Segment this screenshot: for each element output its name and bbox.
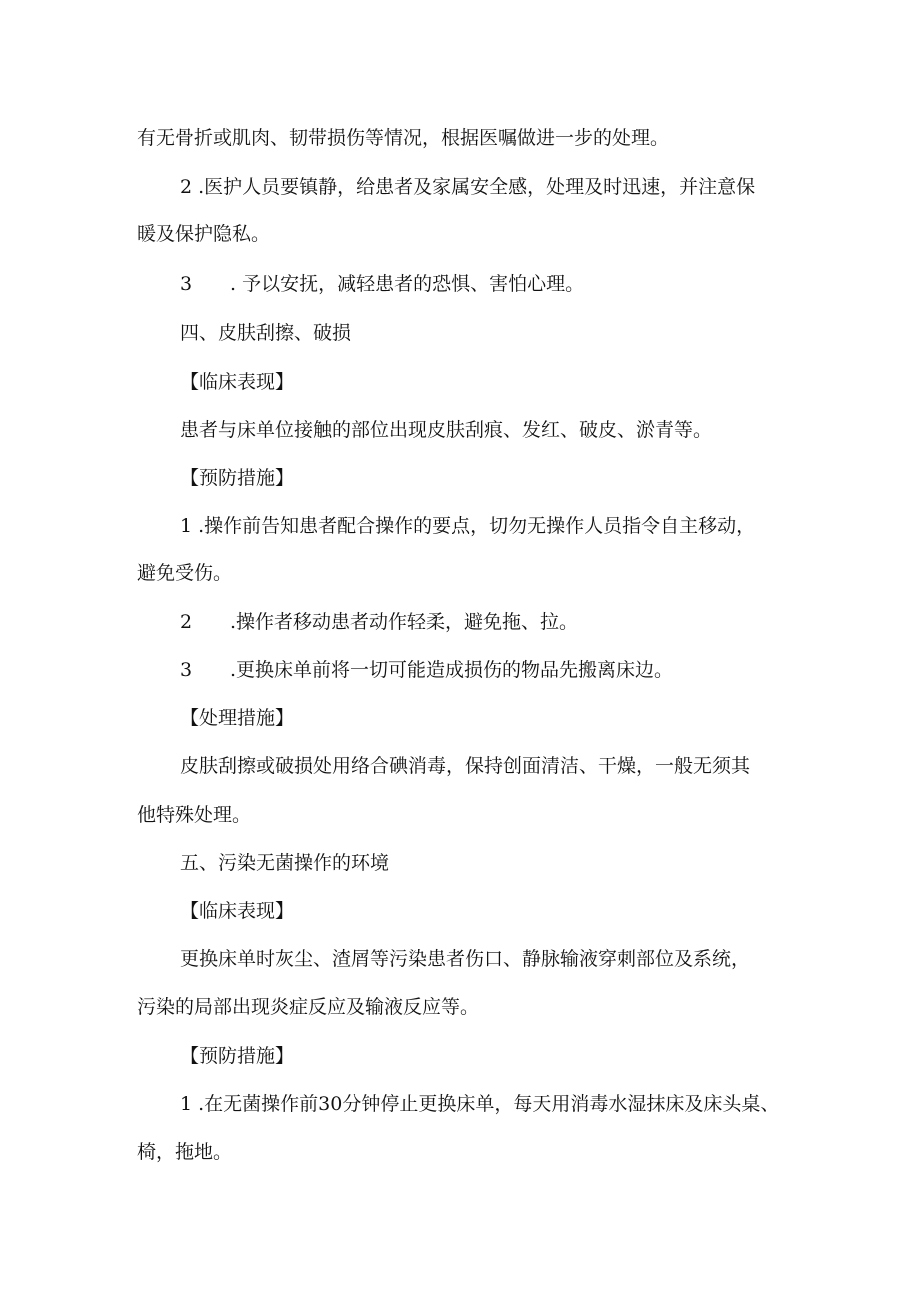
list-item-1-line-1: 1 .在无菌操作前30分钟停止更换床单，每天用消毒水湿抹床及床头桌、 (180, 1093, 780, 1115)
section-heading-5: 五、污染无菌操作的环境 (180, 852, 390, 874)
list-item-2-text: .操作者移动患者动作轻柔，避免拖、拉。 (230, 611, 579, 633)
body-text-line: 他特殊处理。 (137, 804, 252, 826)
subheading-clinical-manifestation: 【临床表现】 (180, 371, 295, 393)
section-heading-4: 四、皮肤刮擦、破损 (180, 322, 352, 344)
body-text-line: 更换床单时灰尘、渣屑等污染患者伤口、静脉输液穿刺部位及系统， (180, 948, 751, 970)
body-text-line: 有无骨折或肌肉、韧带损伤等情况，根据医嘱做进一步的处理。 (137, 127, 670, 149)
subheading-prevention: 【预防措施】 (180, 1045, 295, 1067)
list-item-2-line-1: 2 .医护人员要镇静，给患者及家属安全感，处理及时迅速，并注意保 (180, 176, 756, 198)
subheading-treatment: 【处理措施】 (180, 707, 295, 729)
list-item-1-line-1: 1 .操作前告知患者配合操作的要点，切勿无操作人员指令自主移动， (180, 515, 756, 537)
body-text-line: 患者与床单位接触的部位出现皮肤刮痕、发红、破皮、淤青等。 (180, 419, 713, 441)
list-item-1-line-2: 椅，拖地。 (137, 1141, 233, 1163)
list-item-3-number: 3 (180, 659, 193, 681)
subheading-clinical-manifestation: 【临床表现】 (180, 900, 295, 922)
list-item-3-text: . 予以安抚，减轻患者的恐惧、害怕心理。 (230, 273, 585, 295)
list-item-3-text: .更换床单前将一切可能造成损伤的物品先搬离床边。 (230, 659, 674, 681)
subheading-prevention: 【预防措施】 (180, 467, 295, 489)
list-item-1-line-2: 避免受伤。 (137, 562, 233, 584)
list-item-2-number: 2 (180, 611, 193, 633)
body-text-line: 污染的局部出现炎症反应及输液反应等。 (137, 996, 480, 1018)
list-item-2-line-2: 暖及保护隐私。 (137, 223, 271, 245)
list-item-3-number: 3 (180, 273, 193, 295)
body-text-line: 皮肤刮擦或破损处用络合碘消毒，保持创面清洁、干燥，一般无须其 (180, 755, 751, 777)
